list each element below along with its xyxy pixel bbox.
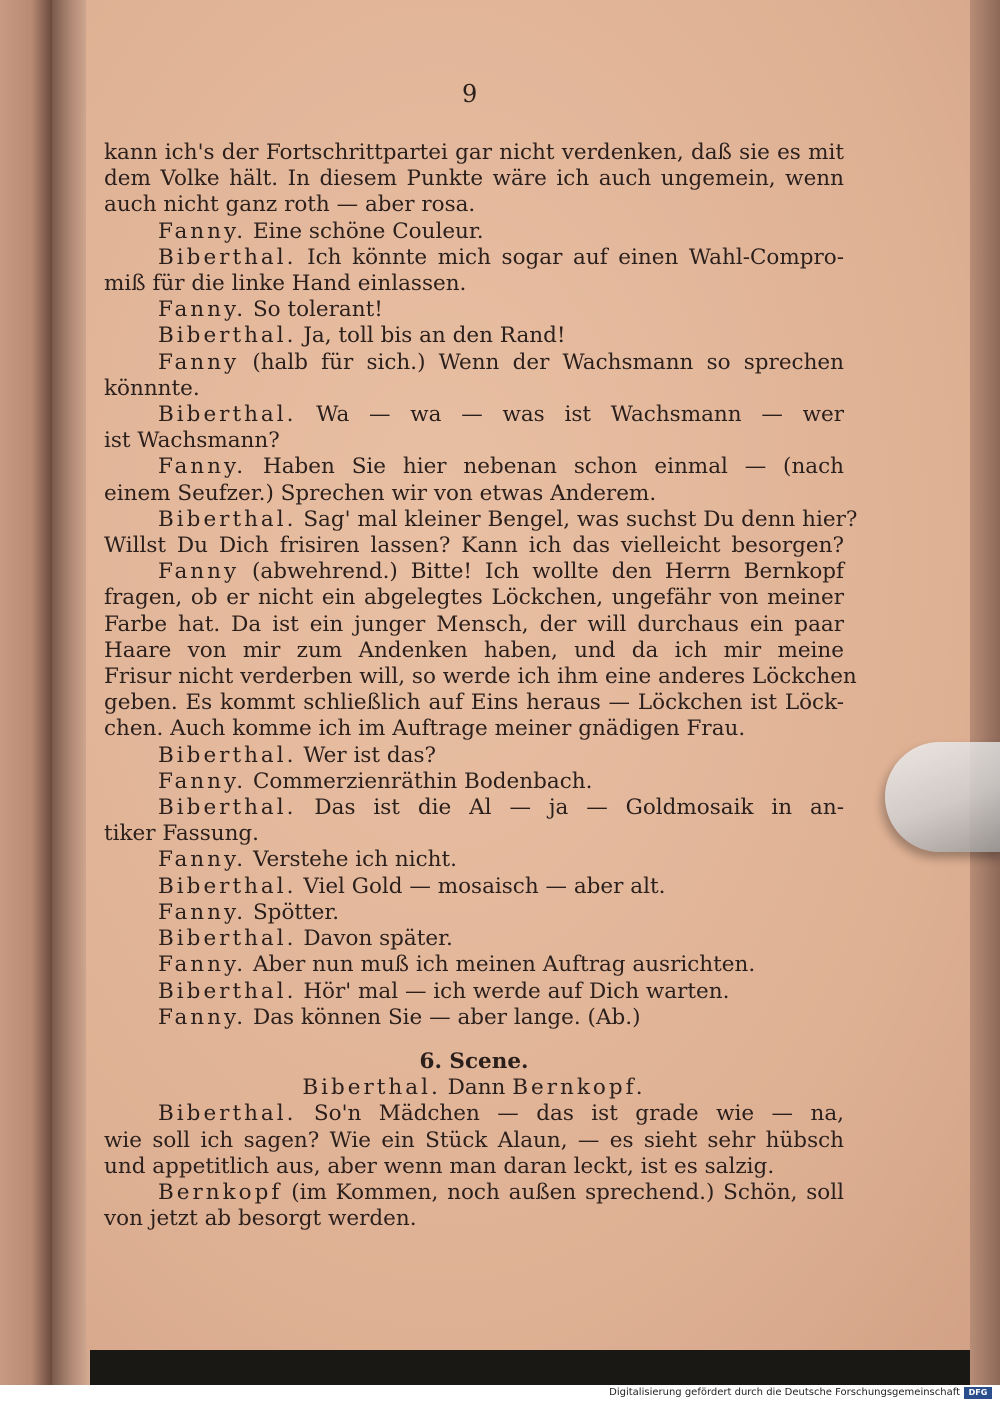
- text-line: [104, 376, 844, 402]
- speaker-name: Fanny.: [158, 218, 247, 244]
- text-line: [104, 690, 844, 716]
- line-text: auch nicht ganz roth — aber rosa.: [104, 192, 476, 218]
- text-line: [104, 559, 844, 585]
- line-text: Davon später.: [303, 926, 453, 952]
- text-line: [104, 166, 844, 192]
- line-text: Farbe hat. Da ist ein junger Mensch, der will durchaus ein paar: [104, 611, 844, 637]
- line-text: So tolerant!: [252, 297, 383, 323]
- text-line: [104, 743, 844, 769]
- scene-cast-part: Bernkopf.: [512, 1075, 646, 1101]
- text-line: [104, 533, 844, 559]
- page-number: 9: [462, 80, 478, 108]
- line-text: Spötter.: [252, 899, 340, 925]
- text-line: [104, 979, 844, 1005]
- line-text: fragen, ob er nicht ein abgelegtes Löckchen, ungefähr von meiner: [104, 585, 844, 611]
- text-line: [104, 926, 844, 952]
- line-text: Wer ist das?: [303, 742, 437, 768]
- text-line: [104, 1154, 844, 1180]
- text-line: [104, 428, 844, 454]
- speaker-name: Fanny.: [158, 847, 247, 873]
- speaker-name: Biberthal.: [158, 795, 297, 821]
- line-text: Frisur nicht verderben will, so werde ich ihm eine anderes Löckchen: [104, 664, 857, 690]
- text-line: [104, 585, 844, 611]
- speaker-name: Biberthal.: [158, 506, 297, 532]
- scene-heading: 6. Scene.: [419, 1048, 529, 1074]
- speaker-name: Biberthal.: [158, 978, 297, 1004]
- line-text: So'n Mädchen — das ist grade wie — na,: [313, 1101, 844, 1127]
- speaker-name: Fanny.: [158, 952, 247, 978]
- dfg-logo: DFG: [964, 1387, 992, 1399]
- text-line: [104, 219, 844, 245]
- text-line: [104, 323, 844, 349]
- text-line: [104, 192, 844, 218]
- speaker-name: Fanny.: [158, 297, 247, 323]
- text-line: [104, 638, 844, 664]
- speaker-name: Fanny.: [158, 454, 247, 480]
- text-line: [104, 1128, 844, 1154]
- line-text: Haare von mir zum Andenken haben, und da ich mir meine: [104, 637, 844, 663]
- right-page-edge: [970, 0, 1000, 1385]
- text-line: [104, 506, 858, 533]
- speaker-name: Fanny.: [158, 1004, 247, 1030]
- speaker-name: Fanny.: [158, 768, 247, 794]
- scene-cast-part: Dann: [447, 1075, 506, 1101]
- line-text: Das ist die Al — ja — Goldmosaik in an-: [314, 795, 844, 821]
- line-text: Hör' mal — ich werde auf Dich warten.: [303, 978, 730, 1004]
- text-line: [104, 847, 844, 873]
- line-text: Sag' mal kleiner Bengel, was suchst Du denn hier?: [303, 506, 858, 532]
- text-line: [104, 612, 844, 638]
- left-page-edge: [0, 0, 52, 1385]
- text-line: [104, 874, 844, 900]
- line-text: Wa — wa — was ist Wachsmann — wer: [316, 402, 844, 428]
- text-line: [104, 481, 844, 507]
- speaker-name: Fanny.: [158, 899, 247, 925]
- line-text: kann ich's der Fortschrittpartei gar nicht verdenken, daß sie es mit: [104, 140, 844, 165]
- speaker-name: Biberthal.: [158, 1101, 297, 1127]
- line-text: geben. Es kommt schließlich auf Eins heraus — Löckchen ist Löck-: [104, 690, 844, 716]
- speaker-name: Biberthal.: [158, 926, 297, 952]
- line-text: (im Kommen, noch außen sprechend.) Schön, soll: [291, 1179, 844, 1205]
- line-text: Willst Du Dich frisiren lassen? Kann ich das vielleicht besorgen?: [104, 533, 844, 559]
- speaker-name: Biberthal.: [158, 742, 297, 768]
- line-text: Verstehe ich nicht.: [252, 847, 457, 873]
- line-text: miß für die linke Hand einlassen.: [104, 271, 467, 297]
- text-line: [104, 795, 844, 821]
- text-line: [104, 1180, 844, 1206]
- text-line: [104, 454, 844, 480]
- text-line: [104, 245, 844, 271]
- line-text: ist Wachsmann?: [104, 428, 280, 454]
- text-line: [104, 1101, 844, 1127]
- speaker-name: Biberthal.: [158, 323, 297, 349]
- line-text: einem Seufzer.) Sprechen wir von etwas Anderem.: [104, 480, 657, 506]
- text-line: [104, 1206, 844, 1232]
- speaker-name: Biberthal.: [158, 244, 297, 270]
- text-line: [104, 297, 844, 323]
- text-line: [104, 271, 844, 297]
- text-line: [104, 140, 844, 166]
- line-text: Eine schöne Couleur.: [252, 218, 484, 244]
- line-text: chen. Auch komme ich im Auftrage meiner gnädigen Frau.: [104, 716, 746, 742]
- line-text: Ja, toll bis an den Rand!: [303, 323, 566, 349]
- text-line: [104, 900, 844, 926]
- book-gutter: [52, 0, 90, 1385]
- line-text: (abwehrend.) Bitte! Ich wollte den Herrn Bernkopf: [252, 559, 844, 585]
- line-text: Viel Gold — mosaisch — aber alt.: [303, 873, 666, 899]
- text-line: [104, 769, 844, 795]
- line-text: Das können Sie — aber lange. (Ab.): [252, 1004, 641, 1030]
- scene-cast-part: Biberthal.: [302, 1075, 441, 1101]
- scene-cast: [104, 1075, 844, 1101]
- speaker-name: Biberthal.: [158, 402, 297, 428]
- speaker-name: Fanny: [158, 349, 240, 375]
- line-text: Commerzienräthin Bodenbach.: [252, 768, 593, 794]
- text-line: [104, 716, 844, 742]
- text-line: [104, 350, 844, 376]
- line-text: dem Volke hält. In diesem Punkte wäre ich auch ungemein, wenn: [104, 166, 844, 192]
- line-text: tiker Fassung.: [104, 821, 260, 847]
- line-text: und appetitlich aus, aber wenn man daran leckt, ist es salzig.: [104, 1153, 775, 1179]
- text-line: [104, 821, 844, 847]
- speaker-name: Fanny: [158, 559, 240, 585]
- page-text: [104, 140, 858, 1232]
- text-line: [104, 952, 844, 978]
- text-line: [104, 402, 844, 428]
- line-text: Aber nun muß ich meinen Auftrag ausrichten.: [252, 952, 756, 978]
- footer-credit: Digitalisierung gefördert durch die Deutsche Forschungsgemeinschaft: [609, 1387, 960, 1398]
- line-text: könnnte.: [104, 375, 200, 401]
- line-text: von jetzt ab besorgt werden.: [104, 1206, 417, 1232]
- speaker-name: Biberthal.: [158, 873, 297, 899]
- text-line: [104, 1005, 844, 1031]
- line-text: (halb für sich.) Wenn der Wachsmann so sprechen: [252, 349, 844, 375]
- text-line: [104, 664, 857, 690]
- line-text: wie soll ich sagen? Wie ein Stück Alaun, — es sieht sehr hübsch: [104, 1127, 844, 1153]
- line-text: Ich könnte mich sogar auf einen Wahl-Compro-: [307, 244, 844, 270]
- speaker-name: Bernkopf: [158, 1179, 283, 1205]
- line-text: Haben Sie hier nebenan schon einmal — (nach: [262, 454, 844, 480]
- plastic-clip: [885, 742, 1000, 852]
